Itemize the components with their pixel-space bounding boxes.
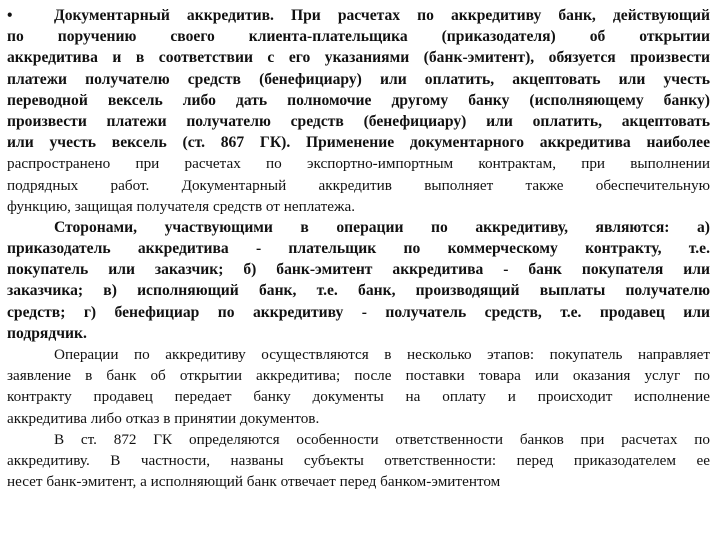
paragraph-line: аккредитива либо отказ в принятии документов. — [7, 409, 320, 427]
paragraph-line: заказчика; в) исполняющий банк, т.е. банк, производящий выплаты получателю — [7, 282, 710, 300]
paragraph-documentary-letter-of-credit — [7, 5, 710, 217]
paragraph-line: функцию, защищая получателя средств от неплатежа. — [7, 197, 356, 215]
paragraph-line: или учесть вексель (ст. 867 ГК). Применение документарного аккредитива наиболее — [7, 134, 710, 152]
paragraph-line: средств; г) бенефициар по аккредитиву - получатель средств, т.е. продавец или — [7, 303, 710, 321]
paragraph-line: произвести платежи получателю средств (бенефициару) или оплатить, акцептовать — [7, 112, 710, 130]
paragraph-line: Операции по аккредитиву осуществляются в несколько этапов: покупатель направляет — [54, 346, 710, 363]
paragraph-line: платежи получателю средств (бенефициару) или оплатить, акцептовать или учесть — [7, 70, 710, 88]
bullet-icon: • — [7, 7, 13, 24]
paragraph-line: покупатель или заказчик; б) банк-эмитент аккредитива - банк покупателя или — [7, 261, 710, 279]
paragraph-line — [7, 5, 710, 26]
paragraph-line: контракту продавец передает банку документы на оплату и происходит исполнение — [7, 388, 710, 406]
paragraph-line: заявление в банк об открытии аккредитива; после поставки товара или оказания услуг по — [7, 367, 710, 385]
paragraph-line: переводной вексель либо дать полномочие другому банку (исполняющему банку) — [7, 91, 710, 109]
paragraph-line: В ст. 872 ГК определяются особенности ответственности банков при расчетах по — [54, 430, 710, 448]
paragraph-line: распространено при расчетах по экспортно-импортным контрактам, при выполнении — [7, 155, 710, 173]
document-page — [7, 5, 710, 492]
paragraph-line: аккредитиву. В частности, названы субъекты ответственности: перед приказодателем ее — [7, 451, 710, 469]
paragraph-line: приказодатель аккредитива - плательщик по коммерческому контракту, т.е. — [7, 240, 710, 258]
paragraph-line: несет банк-эмитент, а исполняющий банк отвечает перед банком-эмитентом — [7, 473, 501, 491]
paragraph-operation-stages — [7, 344, 710, 429]
paragraph-parties — [7, 217, 710, 344]
paragraph-line-text: Документарный аккредитив. При расчетах по аккредитиву банк, действующий — [54, 7, 710, 24]
paragraph-line: аккредитива и в соответствии с его указаниями (банк-эмитент), обязуется произвести — [7, 49, 710, 67]
paragraph-line: Сторонами, участвующими в операции по аккредитиву, являются: а) — [54, 218, 710, 236]
paragraph-line: подрядчик. — [7, 324, 87, 342]
paragraph-bank-liability — [7, 429, 710, 493]
paragraph-line: по поручению своего клиента-плательщика (приказодателя) об открытии — [7, 28, 710, 46]
paragraph-line: подрядных работ. Документарный аккредитив выполняет также обеспечительную — [7, 176, 710, 194]
